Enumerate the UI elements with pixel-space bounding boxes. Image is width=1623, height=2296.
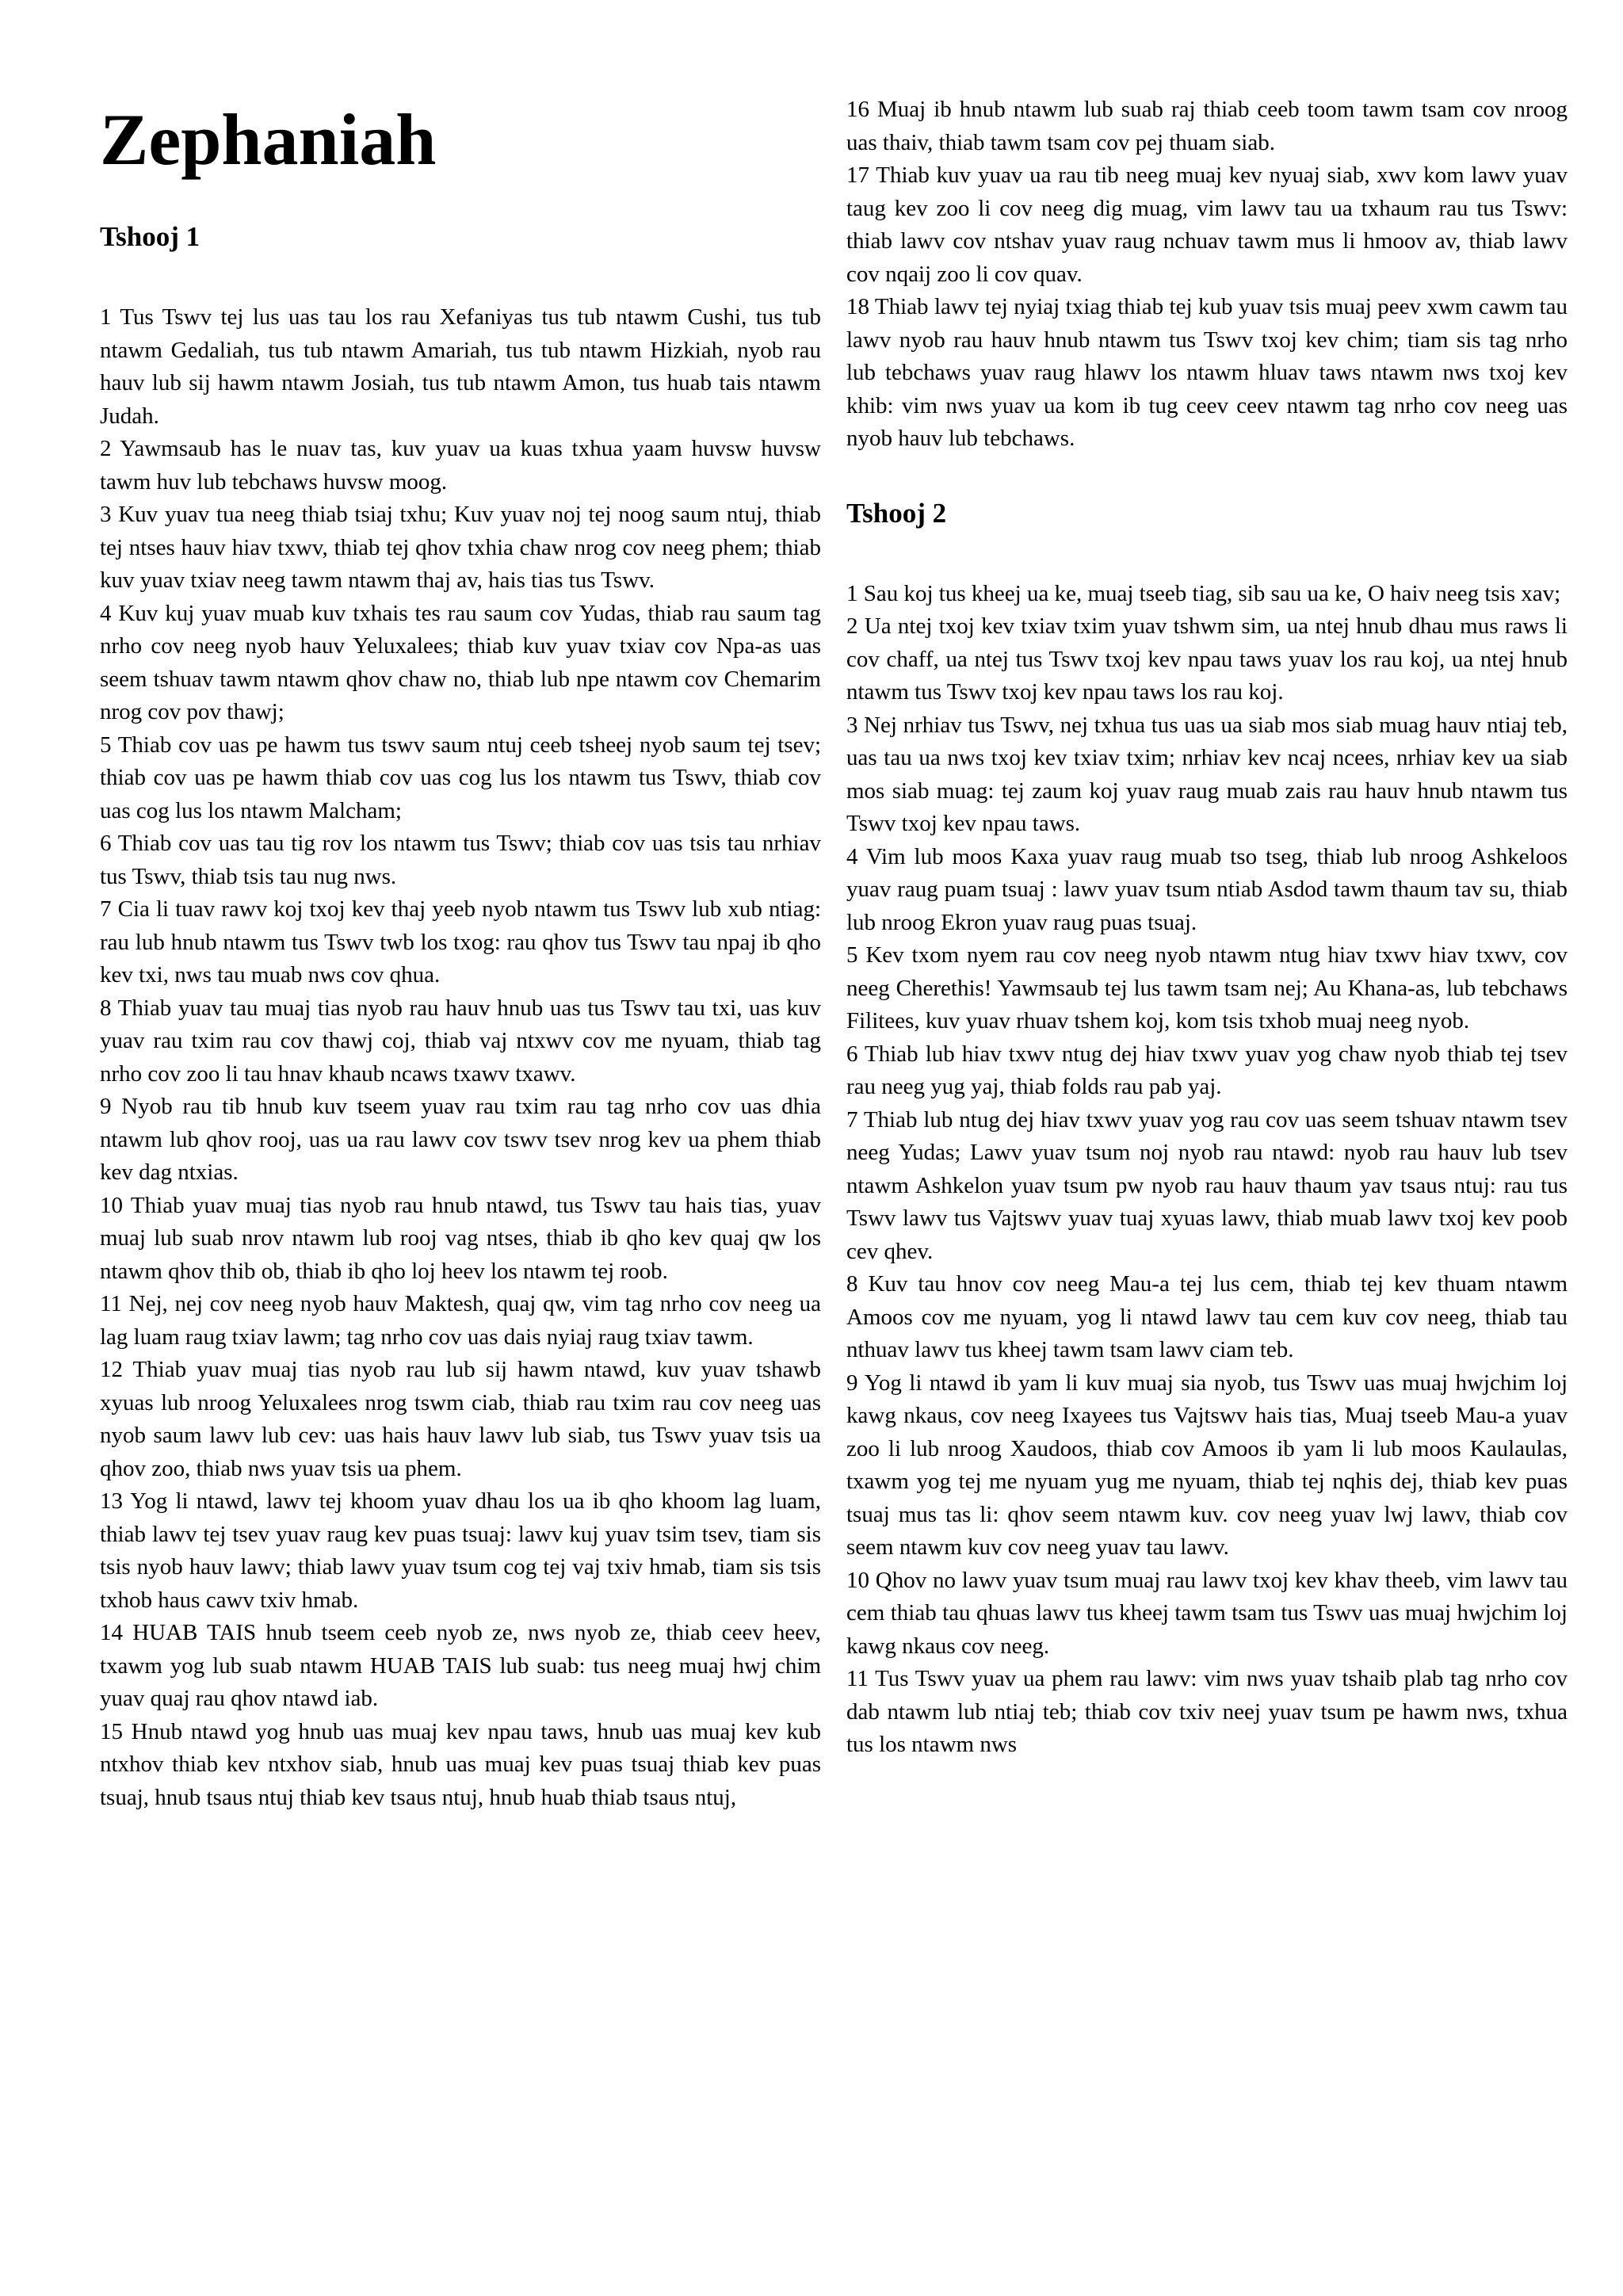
chapter-title-1: Tshooj 1 xyxy=(100,221,200,252)
verse: 2 Yawmsaub has le nuav tas, kuv yuav ua kuas txhua yaam huvsw huvsw tawm huv lub tebchaws huvsw moog. xyxy=(100,436,821,495)
verse: 9 Nyob rau tib hnub kuv tseem yuav rau txim rau tag nrho cov uas dhia ntawm lub qhov rooj, uas ua rau lawv cov tswv tsev nrog kev ua phem thiab kev dag ntxias. xyxy=(100,1094,821,1185)
verse: 6 Thiab lub hiav txwv ntug dej hiav txwv yuav yog chaw nyob thiab tej tsev rau neeg yug yaj, thiab folds rau pab yaj. xyxy=(846,1041,1568,1099)
verse: 9 Yog li ntawd ib yam li kuv muaj sia nyob, tus Tswv uas muaj hwjchim loj kawg nkaus, cov neeg Ixayees tus Vajtswv hais tias, Muaj tseeb Mau-a yuav zoo li lub nroog Xaudoos, thiab cov Amoos ib yam li lub moos Kaulaulas, txawm yog tej me nyuam yug me nyuam, thiab tej nqhis dej, thiab kev puas tsuaj mus tas li: qhov seem ntawm kuv. cov neeg yuav lwj lawv, thiab cov seem ntawm kuv cov neeg yuav tau lawv. xyxy=(846,1370,1568,1560)
verse: 18 Thiab lawv tej nyiaj txiag thiab tej kub yuav tsis muaj peev xwm cawm tau lawv nyob rau hauv hnub ntawm tus Tswv txoj kev chim; tiam sis tag nrho lub tebchaws yuav raug hlawv los ntawm hluav taws ntawm nws txoj kev khib: vim nws yuav ua kom ib tug ceev ceev ntawm tag nrho cov neeg uas nyob hauv lub tebchaws. xyxy=(846,294,1568,451)
verse: 6 Thiab cov uas tau tig rov los ntawm tus Tswv; thiab cov uas tsis tau nrhiav tus Tswv, thiab tsis tau nug nws. xyxy=(100,831,821,889)
verse: 3 Kuv yuav tua neeg thiab tsiaj txhu; Kuv yuav noj tej noog saum ntuj, thiab tej ntses hauv hiav txwv, thiab tej qhov txhia chaw nrog cov neeg phem; thiab kuv yuav txiav neeg tawm ntawm thaj av, hais tias tus Tswv. xyxy=(100,502,821,593)
verse: 7 Cia li tuav rawv koj txoj kev thaj yeeb nyob ntawm tus Tswv lub xub ntiag: rau lub hnub ntawm tus Tswv twb los txog: rau qhov tus Tswv tau npaj ib qho kev txi, nws tau muab nws cov qhua. xyxy=(100,896,821,988)
verse: 15 Hnub ntawd yog hnub uas muaj kev npau taws, hnub uas muaj kev kub ntxhov thiab kev ntxhov siab, hnub uas muaj kev puas tsuaj thiab kev puas tsuaj, hnub tsaus ntuj thiab kev tsaus ntuj, hnub huab thiab tsaus ntuj, xyxy=(100,1718,821,1810)
verse: 10 Qhov no lawv yuav tsum muaj rau lawv txoj kev khav theeb, vim lawv tau cem thiab tau qhuas lawv tus kheej tawm tsam tus Tswv uas muaj hwjchim loj kawg nkaus cov neeg. xyxy=(846,1567,1568,1659)
chapter-title-2: Tshooj 2 xyxy=(846,497,947,529)
right-column xyxy=(846,94,1568,1762)
verse: 11 Tus Tswv yuav ua phem rau lawv: vim nws yuav tshaib plab tag nrho cov dab ntawm lub ntiaj teb; thiab cov txiv neej yuav tsum pe hawm nws, txhua tus los ntawm nws xyxy=(846,1666,1568,1757)
verse: 1 Tus Tswv tej lus uas tau los rau Xefaniyas tus tub ntawm Cushi, tus tub ntawm Gedaliah, tus tub ntawm Amariah, tus tub ntawm Hizkiah, nyob rau hauv lub sij hawm ntawm Josiah, tus tub ntawm Amon, tus huab tais ntawm Judah. xyxy=(100,304,821,429)
chapter-2-verses xyxy=(846,578,1568,1762)
verse: 17 Thiab kuv yuav ua rau tib neeg muaj kev nyuaj siab, xwv kom lawv yuav taug kev zoo li cov neeg dig muag, vim lawv tau ua txhaum rau tus Tswv: thiab lawv cov ntshav yuav raug nchuav tawm mus li hmoov av, thiab lawv cov nqaij zoo li cov quav. xyxy=(846,162,1568,287)
verse: 2 Ua ntej txoj kev txiav txim yuav tshwm sim, ua ntej hnub dhau mus raws li cov chaff, ua ntej tus Tswv txoj kev npau taws yuav los rau koj, ua ntej hnub ntawm tus Tswv txoj kev npau taws los rau koj. xyxy=(846,613,1568,705)
verse: 12 Thiab yuav muaj tias nyob rau lub sij hawm ntawd, kuv yuav tshawb xyuas lub nroog Yeluxalees nrog tswm ciab, thiab rau txim rau cov neeg uas nyob saum lawv lub cev: uas hais hauv lawv lub siab, tus Tswv yuav tsis ua qhov zoo, thiab nws yuav tsis ua phem. xyxy=(100,1357,821,1481)
verse: 7 Thiab lub ntug dej hiav txwv yuav yog rau cov uas seem tshuav ntawm tsev neeg Yudas; Lawv yuav tsum noj nyob rau ntawd: nyob rau hauv lub tsev ntawm Ashkelon yuav tsum pw nyob rau hauv thaum yav tsaus ntuj: rau tus Tswv lawv tus Vajtswv yuav tuaj xyuas lawv, thiab muab lawv txoj kev poob cev qhev. xyxy=(846,1106,1568,1264)
verse: 4 Kuv kuj yuav muab kuv txhais tes rau saum cov Yudas, thiab rau saum tag nrho cov neeg nyob hauv Yeluxalees; thiab kuv yuav txiav cov Npa-as uas seem tshuav tawm ntawm qhov chaw no, thiab lub npe ntawm cov Chemarim nrog cov pov thawj; xyxy=(100,600,821,724)
verse: 1 Sau koj tus kheej ua ke, muaj tseeb tiag, sib sau ua ke, O haiv neeg tsis xav; xyxy=(846,580,1561,606)
verse: 13 Yog li ntawd, lawv tej khoom yuav dhau los ua ib qho khoom lag luam, thiab lawv tej tsev yuav raug kev puas tsuaj: lawv kuj yuav tsim tsev, tiam sis tsis nyob hauv lawv; thiab lawv yuav tsum cog tej vaj txiv hmab, tiam sis tsis txhob haus cawv txiv hmab. xyxy=(100,1488,821,1613)
verse: 5 Thiab cov uas pe hawm tus tswv saum ntuj ceeb tsheej nyob saum tej tsev; thiab cov uas pe hawm thiab cov uas cog lus los ntawm tus Tswv, thiab cov uas cog lus los ntawm Malcham; xyxy=(100,732,821,823)
chapter-1-verses-right xyxy=(846,94,1568,456)
book-title: Zephaniah xyxy=(100,99,437,180)
verse: 3 Nej nrhiav tus Tswv, nej txhua tus uas ua siab mos siab muag hauv ntiaj teb, uas tau ua nws txoj kev txiav txim; nrhiav kev ncaj ncees, nrhiav kev ua siab mos siab muag: tej zaum koj yuav raug muab zais rau hauv hnub ntawm tus Tswv txoj kev npau taws. xyxy=(846,712,1568,836)
verse: 8 Kuv tau hnov cov neeg Mau-a tej lus cem, thiab tej kev thuam ntawm Amoos cov me nyuam, yog li ntawd lawv tau cem kuv cov neeg, thiab tau nthuav lawv tus kheej tawm tsam lawv ciam teb. xyxy=(846,1271,1568,1362)
verse: 11 Nej, nej cov neeg nyob hauv Maktesh, quaj qw, vim tag nrho cov neeg ua lag luam raug txiav lawm; tag nrho cov uas dais nyiaj raug txiav tawm. xyxy=(100,1291,821,1350)
chapter-1-verses-left xyxy=(100,301,821,1814)
verse: 14 HUAB TAIS hnub tseem ceeb nyob ze, nws nyob ze, thiab ceev heev, txawm yog lub suab ntawm HUAB TAIS lub suab: tus neeg muaj hwj chim yuav quaj rau qhov ntawd iab. xyxy=(100,1620,821,1711)
left-column xyxy=(100,94,821,1814)
verse: 4 Vim lub moos Kaxa yuav raug muab tso tseg, thiab lub nroog Ashkeloos yuav raug puam tsuaj : lawv yuav tsum ntiab Asdod tawm thaum tav su, thiab lub nroog Ekron yuav raug puas tsuaj. xyxy=(846,843,1568,935)
verse: 16 Muaj ib hnub ntawm lub suab raj thiab ceeb toom tawm tsam cov nroog uas thaiv, thiab tawm tsam cov pej thuam siab. xyxy=(846,97,1568,155)
verse: 10 Thiab yuav muaj tias nyob rau hnub ntawd, tus Tswv tau hais tias, yuav muaj lub suab nrov ntawm lub rooj vag ntses, thiab ib qho kev quaj qw los ntawm qhov thib ob, thiab ib qho loj heev los ntawm tej roob. xyxy=(100,1192,821,1284)
verse: 5 Kev txom nyem rau cov neeg nyob ntawm ntug hiav txwv hiav txwv, cov neeg Cherethis! Yawmsaub tej lus tawm tsam nej; Au Khana-as, lub tebchaws Filitees, kuv yuav rhuav tshem koj, kom tsis txhob muaj neeg nyob. xyxy=(846,942,1568,1033)
verse: 8 Thiab yuav tau muaj tias nyob rau hauv hnub uas tus Tswv tau txi, uas kuv yuav rau txim rau cov thawj coj, thiab vaj ntxwv cov me nyuam, thiab tag nrho cov zoo li tau hnav khaub ncaws txawv txawv. xyxy=(100,995,821,1087)
